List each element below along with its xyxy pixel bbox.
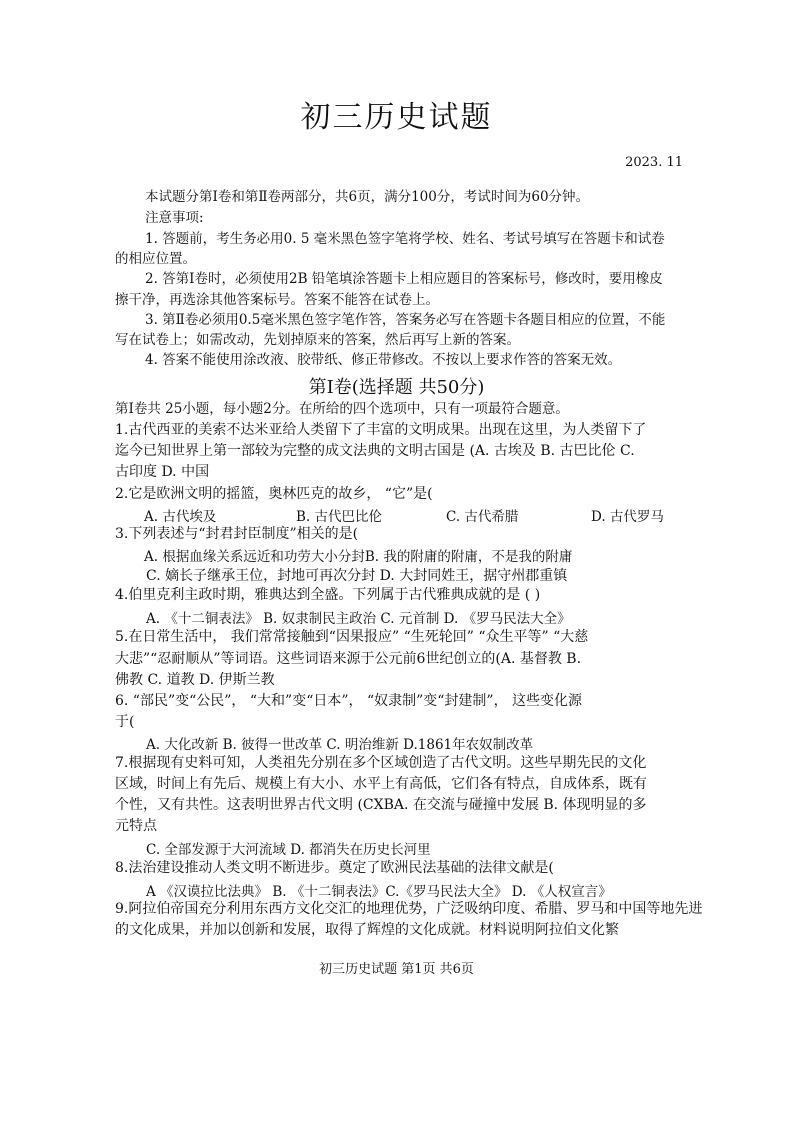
intro-line: 本试题分第Ⅰ卷和第Ⅱ卷两部分，共6页，满分100分，考试时间为60分钟。 <box>145 189 590 205</box>
question-6-line: 于( <box>115 714 135 730</box>
notice-heading: 注意事项: <box>145 210 204 226</box>
question-8-stem: 8.法治建设推动人类文明不断进步。奠定了欧洲民法基础的法律文献是( <box>115 860 554 876</box>
section-intro: 第Ⅰ卷共 25小题，每小题2分。在所给的四个选项中，只有一项最符合题意。 <box>115 401 569 417</box>
question-9-line: 9.阿拉伯帝国充分利用东西方文化交汇的地理优势，广泛吸纳印度、希腊、罗马和中国等地先进 <box>115 901 703 917</box>
notice-item-1-cont: 的相应位置。 <box>115 251 196 267</box>
question-5-line: 5.在日常生活中， 我们常常接触到“因果报应” “生死轮回” “众生平等” “大慈 <box>115 629 589 645</box>
question-8-options: A 《汉谟拉比法典》 B. 《十二铜表法》C.《罗马民法大全》 D. 《人权宣言》 <box>146 884 612 900</box>
exam-date: 2023. 11 <box>625 155 683 170</box>
question-2-option-d: D. 古代罗马 <box>591 509 664 525</box>
question-2-option-b: B. 古代巴比伦 <box>296 509 383 525</box>
question-2-option-c: C. 古代希腊 <box>446 509 519 525</box>
question-6-line: 6. “部民”变“公民”， “大和”变“日本”， “奴隶制”变“封建制”， 这些变化源 <box>115 693 583 709</box>
question-4-stem: 4.伯里克利主政时期，雅典达到全盛。下列属于古代雅典成就的是 ( ) <box>115 587 541 603</box>
notice-item-2: 2. 答第Ⅰ卷时，必须使用2B 铅笔填涂答题卡上相应题目的答案标号，修改时，要用橡皮 <box>145 271 663 287</box>
question-5-line: 大悲”“忍耐顺从”等词语。这些词语来源于公元前6世纪创立的(A. 基督教 B. <box>115 651 582 667</box>
notice-item-3-cont: 写在试卷上；如需改动，先划掉原来的答案，然后再写上新的答案。 <box>115 332 520 348</box>
page-footer: 初三历史试题 第1页 共6页 <box>319 962 474 977</box>
notice-item-3: 3. 第Ⅱ卷必须用0.5毫米黑色签字笔作答，答案务必写在答题卡各题目相应的位置，不能 <box>145 312 666 328</box>
question-7-line: 区域，时间上有先后、规模上有大小、水平上有高低，它们各有特点，自成体系，既有 <box>115 776 647 792</box>
question-9-line: 的文化成果，并加以创新和发展，取得了辉煌的文化成就。材料说明阿拉伯文化繁 <box>115 922 619 938</box>
question-7-line: 元特点 <box>115 818 157 834</box>
question-7-options-cd: C. 全部发源于大河流域 D. 都消失在历史长河里 <box>146 842 431 858</box>
section-title: 第Ⅰ卷(选择题 共50分) <box>308 377 485 398</box>
question-7-line: 个性，又有共性。这表明世界古代文明 (CXBA. 在交流与碰撞中发展 B. 体现明显的多 <box>115 797 647 813</box>
question-2-option-a: A. 古代埃及 <box>144 509 217 525</box>
question-5-line: 佛教 C. 道教 D. 伊斯兰教 <box>115 672 275 688</box>
notice-item-2-cont: 擦干净，再选涂其他答案标号。答案不能答在试卷上。 <box>115 292 439 308</box>
question-1-line: 1.古代西亚的美索不达米亚给人类留下了丰富的文明成果。出现在这里，为人类留下了 <box>115 422 647 438</box>
question-3-stem: 3.下列表述与“封君封臣制度”相关的是( <box>115 526 359 542</box>
question-3-options-cd: C. 嫡长子继承王位，封地可再次分封 D. 大封同姓王，据守州郡重镇 <box>146 568 568 584</box>
question-1-line: 迄今已知世界上第一部较为完整的成文法典的文明古国是 (A. 古埃及 B. 古巴比伦 C. <box>115 443 635 459</box>
question-1-line: 古印度 D. 中国 <box>115 464 210 480</box>
page-title: 初三历史试题 <box>300 100 493 135</box>
question-7-line: 7.根据现有史料可知，人类祖先分别在多个区域创造了古代文明。这些早期先民的文化 <box>115 755 647 771</box>
question-6-options: A. 大化改新 B. 彼得一世改革 C. 明治维新 D.1861年农奴制改革 <box>146 737 534 753</box>
question-3-options-ab: A. 根据血缘关系远近和功劳大小分封B. 我的附庸的附庸，不是我的附庸 <box>144 549 573 565</box>
question-4-options: A. 《十二铜表法》 B. 奴隶制民主政治 C. 元首制 D. 《罗马民法大全》 <box>146 611 571 627</box>
question-2-stem: 2.它是欧洲文明的摇篮，奥林匹克的故乡， “它”是( <box>115 486 433 502</box>
notice-item-4: 4. 答案不能使用涂改液、胶带纸、修正带修改。不按以上要求作答的答案无效。 <box>145 352 622 368</box>
notice-item-1: 1. 答题前，考生务必用0. 5 毫米黑色签字笔将学校、姓名、考试号填写在答题卡和试卷 <box>145 231 665 247</box>
